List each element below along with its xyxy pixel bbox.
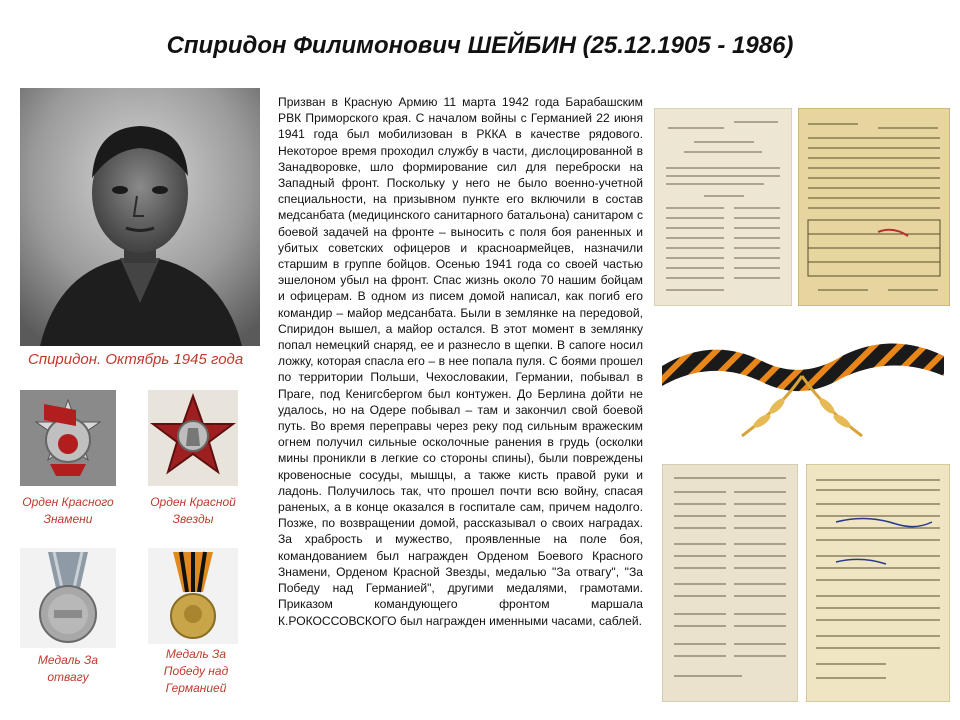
archive-document-award-sheet-2-icon [806,464,950,702]
archive-document-order-icon [654,108,792,306]
archive-document-list-icon [662,464,798,702]
portrait-photo [20,88,260,346]
st-george-ribbon-icon [652,326,952,456]
order-red-banner-icon [20,390,116,486]
archive-document-award-sheet-icon [798,108,950,306]
portrait-caption: Спиридон. Октябрь 1945 года [28,351,244,368]
medal-victory-over-germany-icon [148,548,238,644]
page-title: Спиридон Филимонович ШЕЙБИН (25.12.1905 - 1986) [166,32,794,59]
award-label-for-courage: Медаль За отвагу [37,653,99,684]
award-label-red-star: Орден Красной Звезды [150,495,236,526]
award-label-victory: Медаль За Победу над Германией [163,647,229,695]
award-label-red-banner: Орден Красного Знамени [22,495,114,526]
biography-text: Призван в Красную Армию 11 марта 1942 года Барабашским РВК Приморского края. С началом войны с Германией 22 июня 1941 года был мобилизован в РККА в качестве рядового. Некоторое время проходил службу в части, дислоцированной в Занадворовке, шло формирование сил для переброски на Западный фронт. Поскольку у него не было военно-учетной специальности, на призывном пункте его включили в состав медсанбата (медицинского санитарного батальона) санитаром с боевой задачей на фронте – выносить с поля боя раненных и убитых советских офицеров и красноармейцев, назначили старшим в группе бойцов. Осенью 1941 года со своей частью эшелоном убыл на фронт. Спас жизнь около 70 нашим бойцам и офицерам. В одном из писем домой написал, как погиб его командир – майор медсанбата. Были в землянке на передовой, Спиридон вышел, а майор остался. В этот момент в землянку попал немецкий снаряд, ее и разнесло в щепки. В сапоге носил ложку, которая спасла его – в нее попала пуля. С боями прошел по территории Польши, Чехословакии, Германии, побывал в Праге, под Кенигсбергом был контужен. До Берлина дойти не удалось, но на Одере побывал – там и закончил свой боевой путь. Во время переправы через реку под сильным вражеским огнем получил сильные осколочные ранения в грудь (осколки мины проникли в легкие со стороны спины), были повреждены кровеносные сосуды, мышцы, а также кисть правой руки и ладонь. Получилось так, что прошел почти всю войну, спасая раненых, а в конце оказался в госпитале сам, причем надолго. Позже, по возвращении домой, рассказывал о своих наградах. За храбрость и мужество, проявленные на поле боя, командованием был награжден Орденом Боевого Красного Знамени, Орденом Красной Звезды, медалью "За отвагу", "За Победу над Германией", другими медалями, грамотами. Приказом командующего фронтом маршала К.РОКОССОВСКОГО был награжден именными часами, саблей. [278,95,643,628]
medal-for-courage-icon [20,548,116,648]
order-red-star-icon [148,390,238,486]
